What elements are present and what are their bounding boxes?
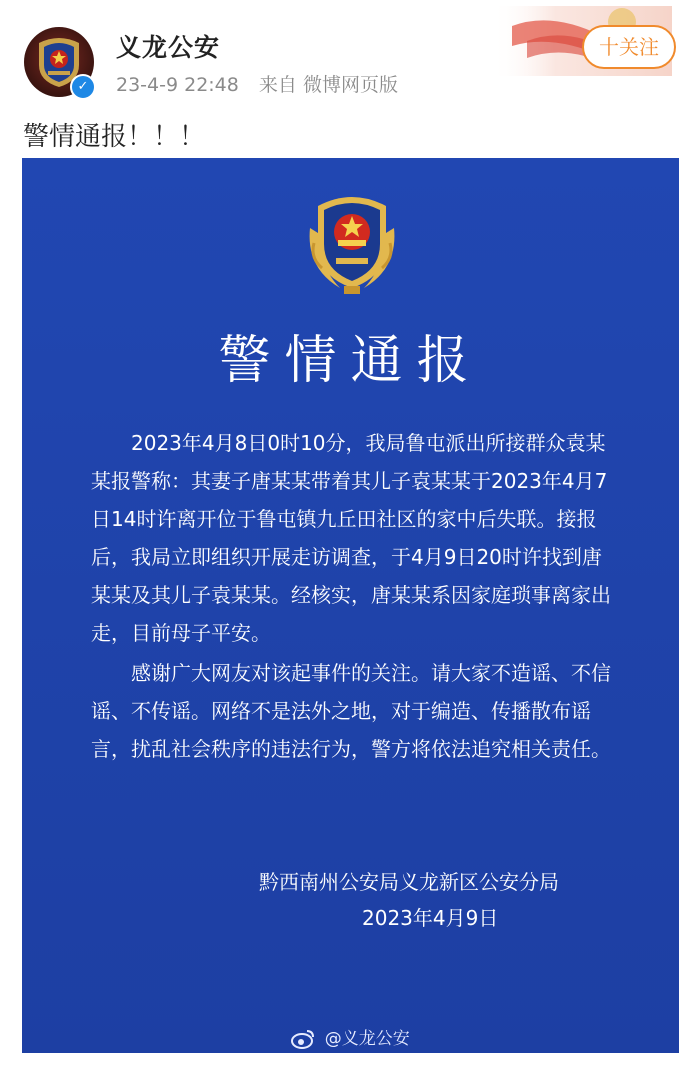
police-emblem-icon: [300, 188, 404, 300]
notice-paragraph: 感谢广大网友对该起事件的关注。请大家不造谣、不信谣、不传谣。网络不是法外之地，对于编造、传播散布谣言，扰乱社会秩序的违法行为，警方将依法追究相关责任。: [91, 661, 611, 761]
post-source[interactable]: 来自 微博网页版: [258, 74, 398, 96]
post-text: 警情通报！！！: [23, 122, 206, 152]
verified-badge-icon: ✓: [70, 74, 96, 100]
watermark-text: @义龙公安: [324, 1029, 410, 1049]
notice-body: [91, 424, 619, 768]
notice-paragraph: 2023年4月8日0时10分，我局鲁屯派出所接群众袁某某报警称：其妻子唐某某带着其儿子袁某某于2023年4月7日14时许离开位于鲁屯镇九丘田社区的家中后失联。接报后，我局立即组织开展走访调查，于4月9日20时许找到唐某某及其儿子袁某某。经核实，唐某某系因家庭琐事离家出走，目前母子平安。: [91, 431, 611, 645]
post-meta: [116, 70, 412, 97]
signature-date: 2023年4月9日: [362, 906, 499, 930]
notice-image[interactable]: [22, 158, 679, 1053]
weibo-logo-icon: [291, 1029, 315, 1049]
notice-title: 警情通报: [218, 331, 483, 391]
watermark: [22, 1024, 679, 1049]
account-name[interactable]: 义龙公安: [116, 33, 221, 62]
signature-org: 黔西南州公安局义龙新区公安分局: [259, 870, 559, 894]
follow-button[interactable]: 十关注: [582, 25, 676, 69]
post-date: 23-4-9 22:48: [116, 74, 239, 96]
